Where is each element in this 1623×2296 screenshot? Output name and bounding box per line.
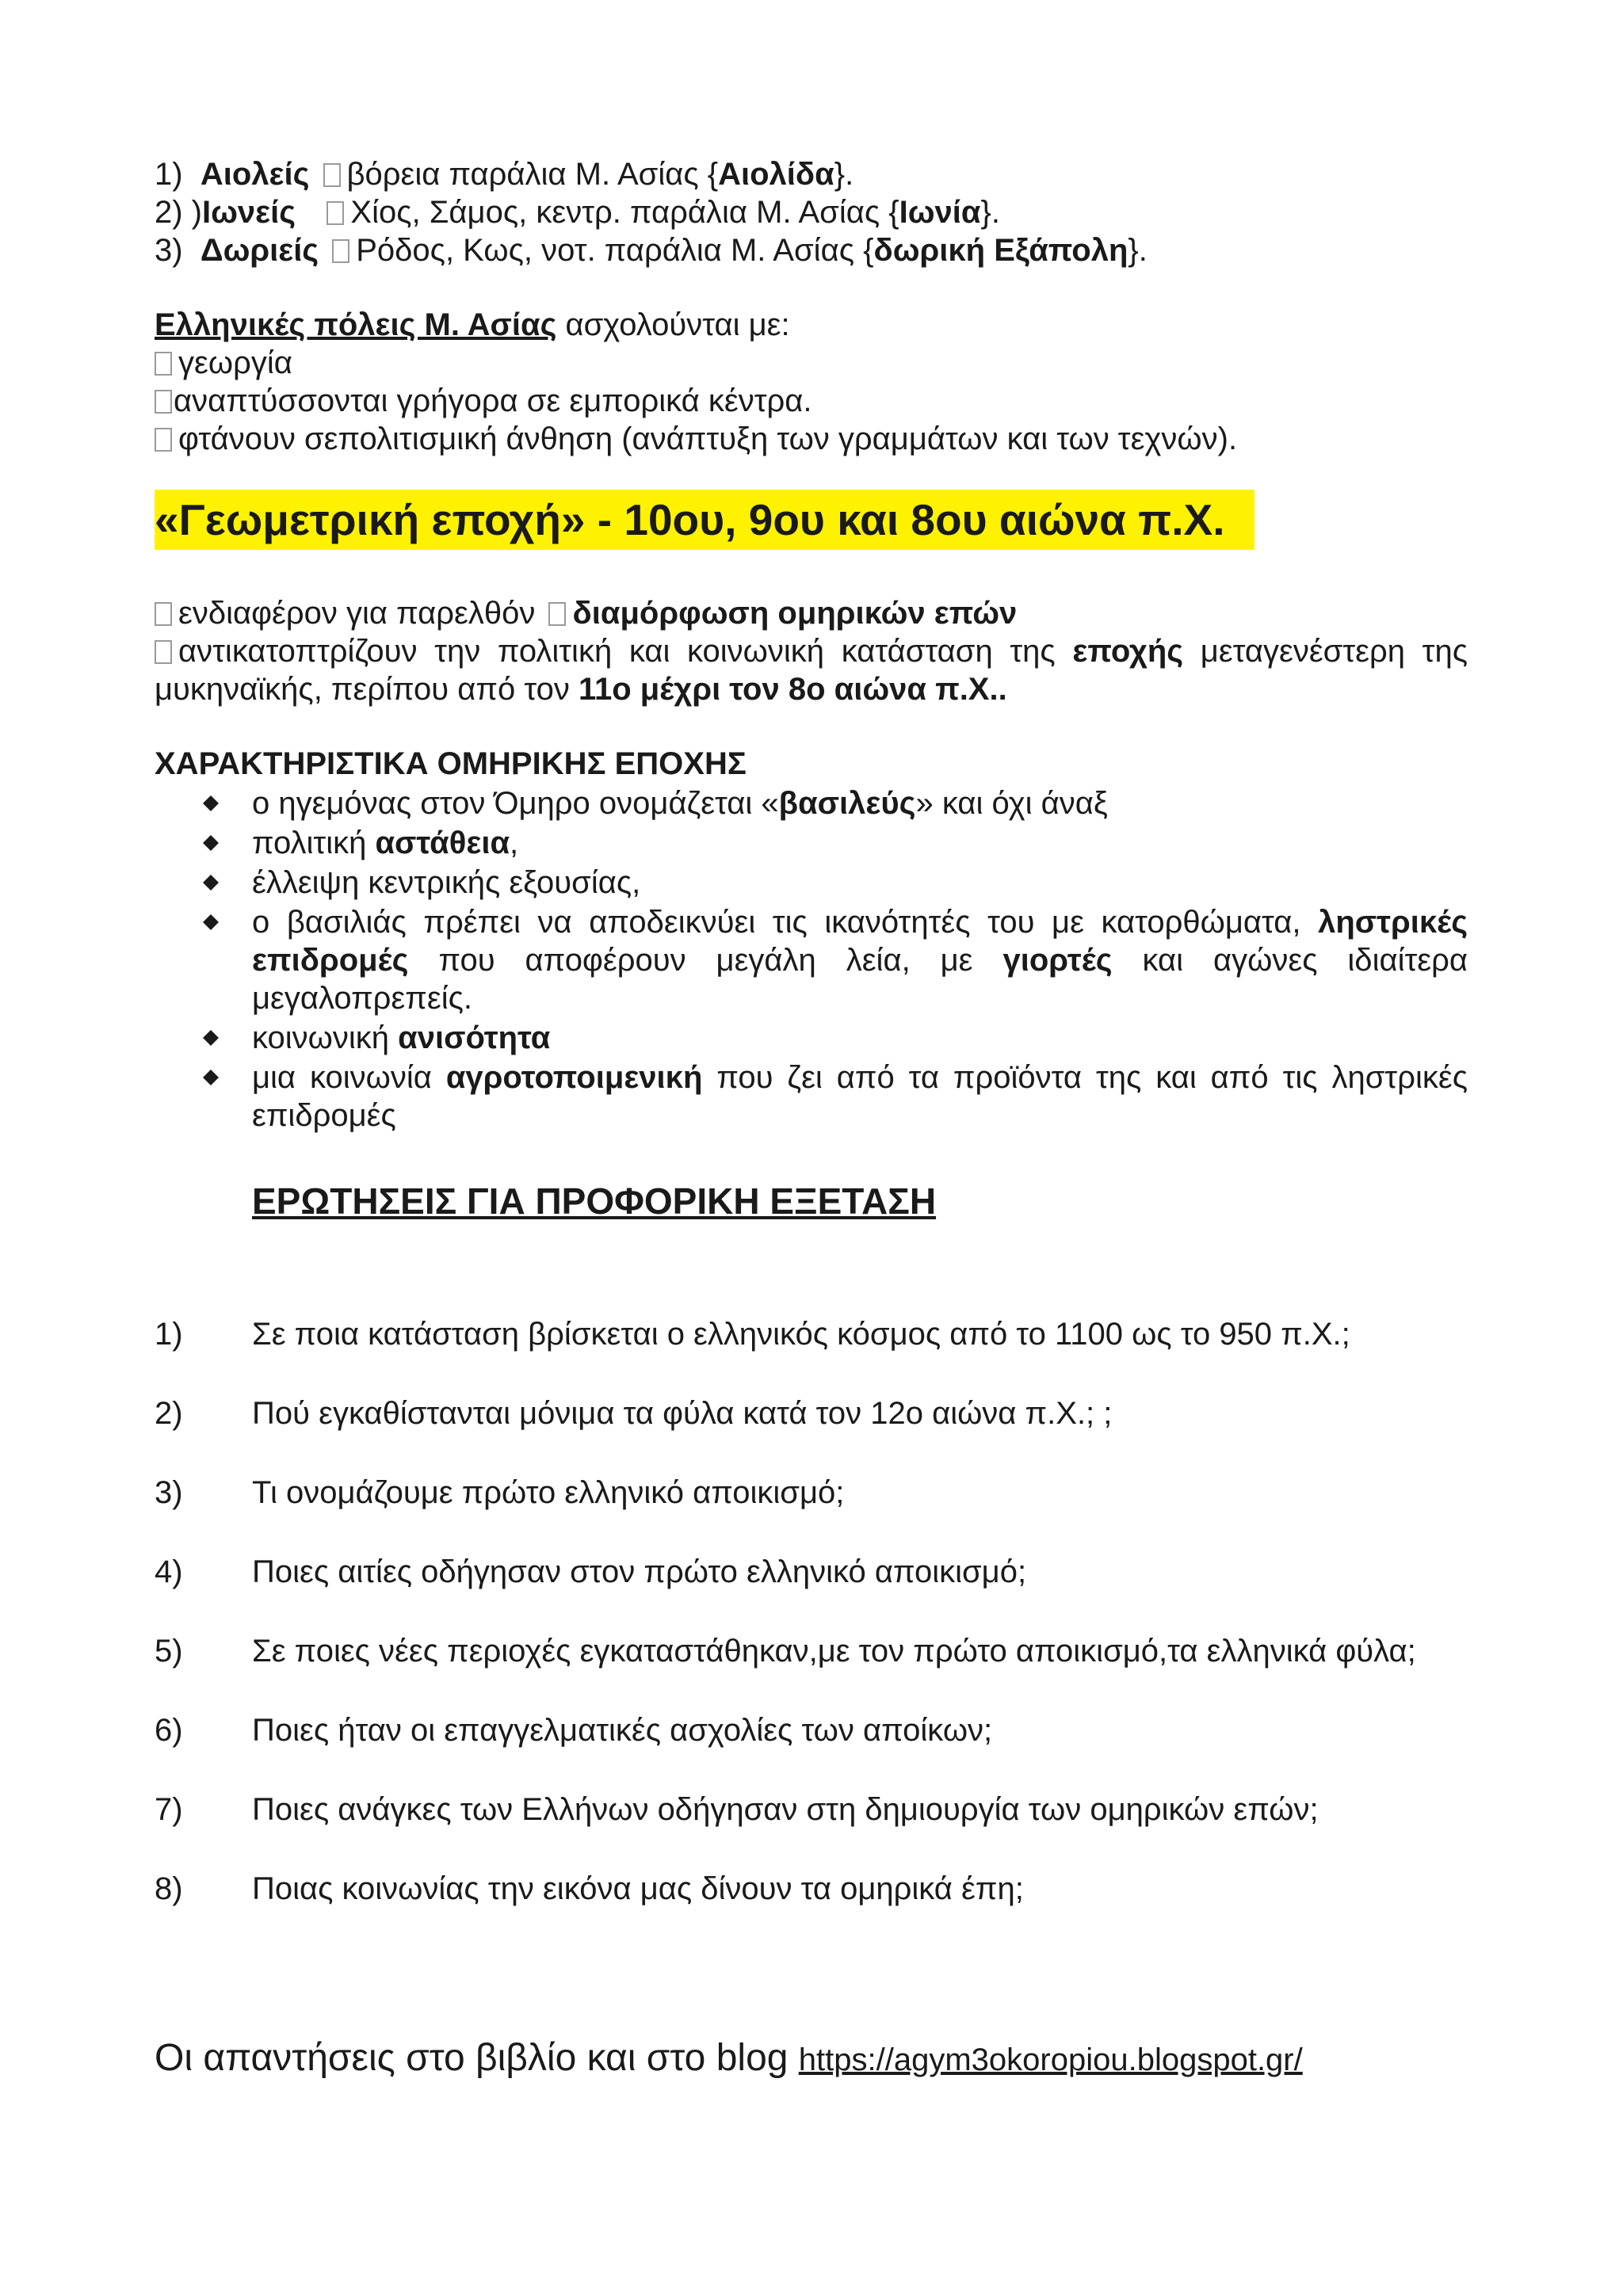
bullet-bold: γιορτές — [1002, 943, 1113, 978]
tribe-region: Αιολίδα — [718, 157, 834, 192]
missing-glyph-icon — [155, 602, 172, 626]
homeric-bullet-6-line-1 — [252, 1058, 1468, 1097]
bullet-text: μια κοινωνία — [252, 1060, 432, 1095]
cities-title: Ελληνικές πόλεις Μ. Ασίας — [155, 307, 557, 342]
cities-item-2 — [155, 382, 812, 420]
bullet-bold: αστάθεια — [375, 826, 510, 860]
tribe-region: δωρική Εξάπολη — [873, 233, 1128, 268]
missing-glyph-icon — [155, 352, 172, 376]
bullet-text: ο ηγεμόνας στον Όμηρο ονομάζεται « — [252, 786, 779, 821]
cities-item-text: φτάνουν σεπολιτισμική άνθηση (ανάπτυξη των γραμμάτων και των τεχνών). — [178, 421, 1238, 456]
missing-glyph-icon — [155, 390, 172, 414]
cities-item-3 — [155, 420, 1237, 458]
missing-glyph-icon — [155, 428, 172, 452]
geometric-text: ενδιαφέρον για παρελθόν — [178, 596, 536, 631]
tribe-end: }. — [834, 157, 854, 192]
question-number: 6) — [155, 1713, 183, 1748]
bullet-text: » και όχι άναξ — [915, 786, 1108, 821]
tribe-end: }. — [980, 195, 1000, 230]
bullet-text: έλλειψη κεντρικής εξουσίας, — [252, 865, 641, 900]
question-number: 8) — [155, 1871, 183, 1906]
geometric-bold: διαμόρφωση ομηρικών επών — [572, 596, 1018, 631]
bullet-text: που ζει από τα προϊόντα της και από τις ληστρικές — [716, 1060, 1468, 1095]
question-number: 2) — [155, 1396, 183, 1431]
question-item — [155, 1474, 844, 1512]
geometric-text: μυκηναϊκής, περίπου από τον — [155, 672, 570, 707]
cities-item-1 — [155, 344, 292, 382]
cities-intro: ασχολούνται με: — [556, 307, 790, 342]
bullet-bold: επιδρομές — [252, 943, 409, 978]
question-number: 7) — [155, 1792, 183, 1827]
question-item — [155, 1315, 1350, 1353]
homeric-bullet-6-line-2 — [252, 1097, 396, 1135]
question-number: 5) — [155, 1634, 183, 1669]
bullet-text: μεγαλοπρεπείς. — [252, 981, 472, 1016]
bullet-text: και αγώνες ιδιαίτερα — [1142, 943, 1468, 978]
question-item — [155, 1711, 992, 1749]
geometric-bold: εποχής — [1072, 634, 1184, 669]
geometric-line-3 — [155, 670, 1007, 708]
missing-glyph-icon — [155, 640, 172, 664]
question-item — [155, 1791, 1319, 1829]
cities-item-text: γεωργία — [178, 345, 292, 380]
question-text: Σε ποια κατάσταση βρίσκεται ο ελληνικός κόσμος από το 1100 ως το 950 π.Χ.; — [252, 1317, 1350, 1352]
homeric-bullet-4-line-1 — [252, 903, 1468, 941]
diamond-bullet-icon — [203, 1030, 219, 1046]
homeric-title-text: ΧΑΡΑΚΤΗΡΙΣΤΙΚΑ ΟΜΗΡΙΚΗΣ ΕΠΟΧΗΣ — [155, 746, 747, 781]
bullet-bold: αγροτοποιμενική — [445, 1060, 703, 1095]
tribe-number: 2) ) — [155, 195, 202, 230]
blog-link[interactable]: https://agym3okoropiou.blogspot.gr/ — [798, 2042, 1303, 2077]
tribe-name: Αιολείς — [200, 157, 310, 192]
cities-item-text: αναπτύσσονται γρήγορα σε εμπορικά κέντρα. — [174, 383, 812, 418]
homeric-bullet-3 — [252, 864, 640, 902]
exam-questions-title: ΕΡΩΤΗΣΕΙΣ ΓΙΑ ΠΡΟΦΟΡΙΚΗ ΕΞΕΤΑΣΗ — [252, 1180, 937, 1222]
question-number: 3) — [155, 1475, 183, 1510]
diamond-bullet-icon — [203, 835, 219, 851]
tribe-line-1 — [155, 155, 854, 193]
homeric-title — [155, 745, 747, 783]
tribe-name: Ιωνείς — [202, 195, 296, 230]
missing-glyph-icon — [327, 201, 344, 225]
homeric-bullet-2 — [252, 824, 518, 862]
geometric-line-2 — [155, 632, 1468, 670]
question-text: Σε ποιες νέες περιοχές εγκαταστάθηκαν,με τον πρώτο αποικισμό,τα ελληνικά φύλα; — [252, 1634, 1416, 1669]
tribe-end: }. — [1128, 233, 1148, 268]
question-text: Ποιες αιτίες οδήγησαν στον πρώτο ελληνικό αποικισμό; — [252, 1554, 1027, 1589]
question-text: Τι ονομάζουμε πρώτο ελληνικό αποικισμό; — [252, 1475, 845, 1510]
diamond-bullet-icon — [203, 795, 219, 811]
question-text: Ποιες ανάγκες των Ελλήνων οδήγησαν στη δημιουργία των ομηρικών επών; — [252, 1792, 1319, 1827]
bullet-text: κοινωνική — [252, 1020, 399, 1055]
question-item — [155, 1870, 1024, 1908]
bullet-text: πολιτική — [252, 826, 376, 860]
question-item — [155, 1394, 1112, 1432]
bullet-text: ο βασιλιάς πρέπει να αποδεικνύει τις ικανότητές του με κατορθώματα, — [252, 905, 1301, 940]
bullet-text: επιδρομές — [252, 1098, 396, 1133]
question-text: Πού εγκαθίστανται μόνιμα τα φύλα κατά τον 12ο αιώνα π.Χ.; ; — [252, 1396, 1113, 1431]
bullet-bold: ληστρικές — [1318, 905, 1468, 940]
geometric-text: μεταγενέστερη της — [1200, 634, 1468, 669]
tribe-description: Ρόδος, Κως, νοτ. παράλια Μ. Ασίας { — [356, 233, 874, 268]
question-item — [155, 1553, 1026, 1591]
tribe-region: Ιωνία — [899, 195, 981, 230]
diamond-bullet-icon — [203, 914, 219, 930]
footer-text: Οι απαντήσεις στο βιβλίο και στο blog — [155, 2037, 799, 2079]
geometric-bold: 11ο μέχρι τον 8ο αιώνα π.Χ.. — [578, 672, 1007, 707]
tribe-description: βόρεια παράλια Μ. Ασίας { — [346, 157, 719, 192]
missing-glyph-icon — [323, 163, 341, 187]
homeric-bullet-4-line-3 — [252, 979, 472, 1017]
geometric-line-1 — [155, 594, 1017, 632]
geometric-era-heading: «Γεωμετρική εποχή» - 10ου, 9ου και 8ου αιώνα π.Χ. — [155, 490, 1254, 550]
missing-glyph-icon — [548, 602, 566, 626]
homeric-bullet-5 — [252, 1019, 550, 1057]
bullet-text: που αποφέρουν μεγάλη λεία, με — [438, 943, 973, 978]
bullet-bold: βασιλεύς — [778, 786, 916, 821]
homeric-bullet-1 — [252, 784, 1108, 822]
question-item — [155, 1632, 1416, 1670]
geometric-text: αντικατοπτρίζουν την πολιτική και κοινωνική κατάσταση της — [178, 634, 1056, 669]
tribe-line-3 — [155, 231, 1148, 269]
question-text: Ποιες ήταν οι επαγγελματικές ασχολίες των αποίκων; — [252, 1713, 993, 1748]
tribe-number: 3) — [155, 233, 183, 268]
tribe-number: 1) — [155, 157, 183, 192]
cities-heading — [155, 306, 790, 344]
tribe-name: Δωριείς — [200, 233, 319, 268]
bullet-text: , — [510, 826, 519, 860]
tribe-description: Χίος, Σάμος, κεντρ. παράλια Μ. Ασίας { — [350, 195, 899, 230]
question-text: Ποιας κοινωνίας την εικόνα μας δίνουν τα ομηρικά έπη; — [252, 1871, 1024, 1906]
answers-footer — [155, 2035, 1303, 2084]
homeric-bullet-4-line-2 — [252, 941, 1468, 979]
question-number: 4) — [155, 1554, 183, 1589]
missing-glyph-icon — [332, 239, 349, 263]
tribe-line-2 — [155, 193, 1000, 231]
diamond-bullet-icon — [203, 1070, 219, 1085]
diamond-bullet-icon — [203, 875, 219, 891]
bullet-bold: ανισότητα — [398, 1020, 551, 1055]
question-number: 1) — [155, 1317, 183, 1352]
